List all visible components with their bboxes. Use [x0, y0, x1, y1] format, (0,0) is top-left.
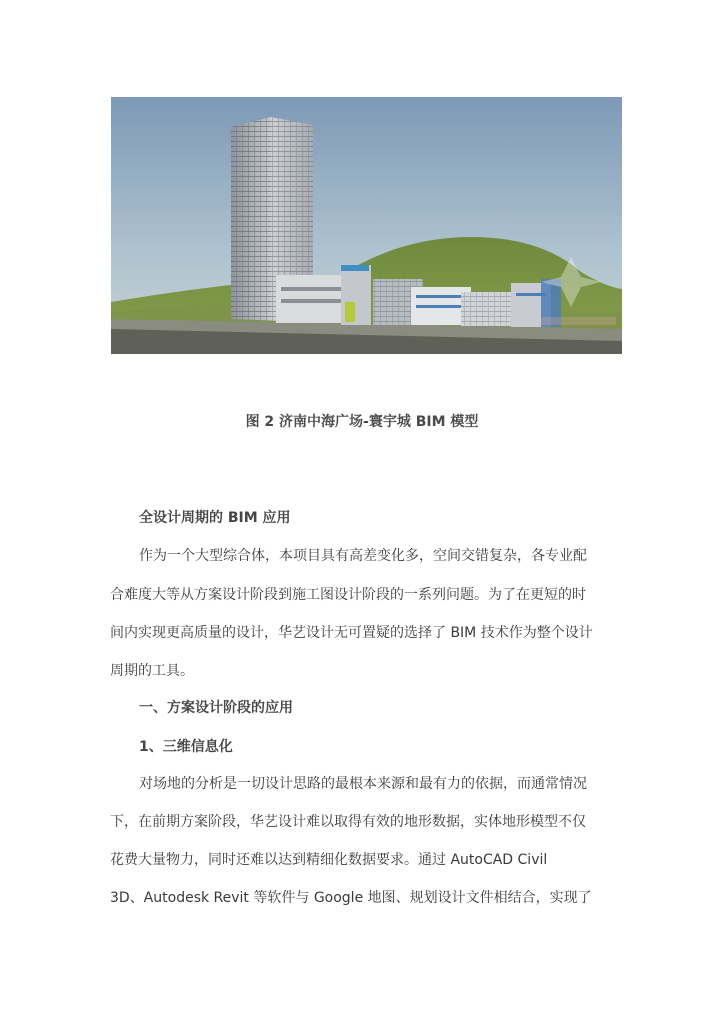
paragraph2-line: 3D、Autodesk Revit 等软件与 Google 地图、规划设计文件相结合，实现了: [110, 890, 592, 906]
heading-scheme-design: 一、方案设计阶段的应用: [139, 700, 293, 716]
paragraph2-line: 花费大量物力，同时还难以达到精细化数据要求。通过 AutoCAD Civil: [110, 852, 548, 868]
paragraph1-line: 作为一个大型综合体，本项目具有高差变化多，空间交错复杂，各专业配: [139, 548, 587, 564]
section-title: 全设计周期的 BIM 应用: [139, 510, 291, 526]
bim-model-render-image: [111, 97, 622, 354]
paragraph1-line: 间内实现更高质量的设计，华艺设计无可置疑的选择了 BIM 技术作为整个设计: [110, 625, 593, 641]
heading-3d-info: 1、三维信息化: [139, 739, 233, 755]
paragraph1-line: 周期的工具。: [110, 663, 194, 679]
paragraph2-line: 对场地的分析是一切设计思路的最根本来源和最有力的依据，而通常情况: [139, 776, 587, 792]
paragraph2-line: 下，在前期方案阶段，华艺设计难以取得有效的地形数据，实体地形模型不仅: [110, 814, 586, 830]
paragraph1-line: 合难度大等从方案设计阶段到施工图设计阶段的一系列问题。为了在更短的时: [110, 587, 586, 603]
figure-caption: 图 2 济南中海广场-寰宇城 BIM 模型: [245, 414, 479, 430]
bim-model-figure: [111, 97, 622, 354]
